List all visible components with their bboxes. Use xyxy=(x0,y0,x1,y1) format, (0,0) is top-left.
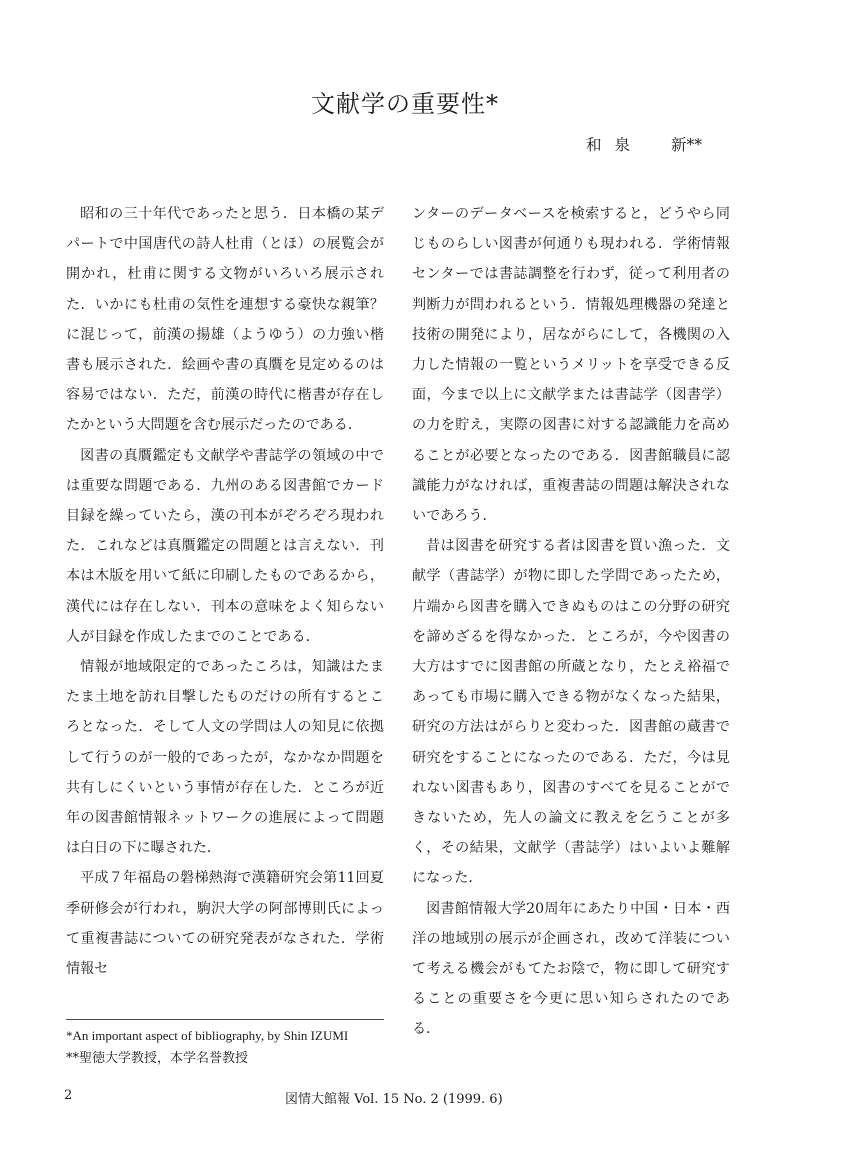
article-title: 文献学の重要性* xyxy=(311,90,499,118)
paragraph: 平成７年福島の磐梯熱海で漢籍研究会第11回夏季研修会が行われ，駒沢大学の阿部博則氏によって重複書誌についての研究発表がなされた．学術情報セ xyxy=(66,870,384,978)
footnote-divider xyxy=(66,1019,384,1020)
paragraph: 昭和の三十年代であったと思う．日本橋の某デパートで中国唐代の詩人杜甫（とほ）の展覧会が開かれ，杜甫に関する文物がいろいろ展示された．いかにも杜甫の気性を連想する豪快な親筆？に混じって，前漢の揚雄（ようゆう）の力強い楷書も展示された．絵画や書の真贋を見定めるのは容易ではない．ただ，前漢の時代に楷書が存在したかという大問題を含む展示だったのである． xyxy=(66,206,384,434)
footnote-english-title: *An important aspect of bibliography, by Shin IZUMI xyxy=(66,1028,349,1043)
paragraph: 図書館情報大学20周年にあたり中国・日本・西洋の地域別の展示が企画され，改めて洋装について考える機会がもてたお陰で，物に即して研究することの重要さを今更に思い知らされたのである． xyxy=(412,900,730,1038)
author-given-name: 新** xyxy=(671,136,703,154)
paragraph: ンターのデータベースを検索すると，どうやら同じものらしい図書が何通りも現われる．学術情報センターでは書誌調整を行わず，従って利用者の判断力が問われるという．情報処理機器の発達と技術の開発により，居ながらにして，各機関の入力した情報の一覧というメリットを享受できる反面，今まで以上に文献学または書誌学（図書学）の力を貯え，実際の図書に対する認識能力を高めることが必要となったのである．図書館職員に認識能力がなければ，重複書誌の問題は解決されないであろう． xyxy=(412,206,730,525)
paragraph: 図書の真贋鑑定も文献学や書誌学の領域の中では重要な問題である．九州のある図書館でカード目録を繰っていたら，漢の刊本がぞろぞろ現われた．これなどは真贋鑑定の問題とは言えない．刊本は木版を用いて紙に印刷したものであるから，漢代には存在しない．刊本の意味をよく知らない人が目録を作成したまでのことである． xyxy=(66,447,384,645)
footnote-affiliation: **聖徳大学教授，本学名誉教授 xyxy=(66,1051,249,1066)
journal-reference: 図情大館報 Vol. 15 No. 2 (1999. 6) xyxy=(285,1092,503,1107)
left-column xyxy=(66,199,384,984)
paragraph: 情報が地域限定的であったころは，知識はたまたま土地を訪れ目撃したものだけの所有するところとなった．そして人文の学問は人の知見に依拠して行うのが一般的であったが，なかなか問題を共有しにくいという事情が存在した．ところが近年の図書館情報ネットワークの進展によって問題は白日の下に曝された． xyxy=(66,659,384,857)
page-number: 2 xyxy=(64,1088,73,1103)
author xyxy=(586,133,702,155)
right-column xyxy=(412,199,730,1045)
author-surname: 和泉 xyxy=(586,136,644,154)
paragraph: 昔は図書を研究する者は図書を買い漁った．文献学（書誌学）が物に即した学問であったため，片端から図書を購入できぬものはこの分野の研究を諦めざるを得なかった．ところが，今や図書の大方はすでに図書館の所蔵となり，たとえ裕福であっても市場に購入できる物がなくなった結果，研究の方法はがらりと変わった．図書館の蔵書で研究をすることになったのである．ただ，今は見れない図書もあり，図書のすべてを見ることができないため，先人の論文に教えを乞うことが多く，その結果，文献学（書誌学）はいよいよ難解になった． xyxy=(412,538,730,887)
